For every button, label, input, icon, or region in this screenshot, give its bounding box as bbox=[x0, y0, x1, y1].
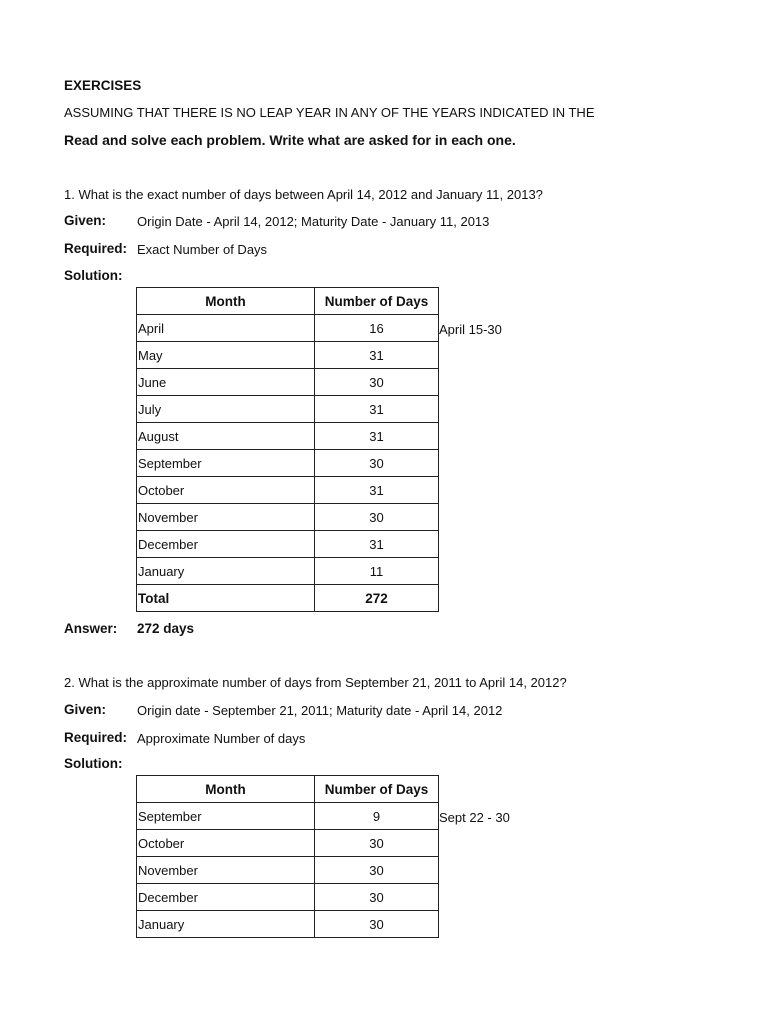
assumption-text: ASSUMING THAT THERE IS NO LEAP YEAR IN ANY OF THE YEARS INDICATED IN THE bbox=[64, 105, 595, 120]
problem1-answer-value: 272 days bbox=[137, 621, 195, 636]
table-row bbox=[137, 884, 439, 911]
month-column-header: Month bbox=[137, 288, 315, 315]
month-cell: July bbox=[137, 396, 315, 423]
month-cell: January bbox=[137, 911, 315, 938]
month-cell: December bbox=[137, 531, 315, 558]
table-row bbox=[137, 450, 439, 477]
problem2-given-label: Given: bbox=[64, 702, 107, 717]
total-label-cell: Total bbox=[137, 585, 315, 612]
table-header-row bbox=[137, 288, 439, 315]
total-value-cell: 272 bbox=[315, 585, 439, 612]
days-cell: 9 bbox=[315, 803, 439, 830]
days-cell: 31 bbox=[315, 423, 439, 450]
days-cell: 30 bbox=[315, 450, 439, 477]
problem1-required-label: Required: bbox=[64, 241, 128, 256]
table-row bbox=[137, 830, 439, 857]
month-cell: January bbox=[137, 558, 315, 585]
month-cell: April bbox=[137, 315, 315, 342]
instruction-text: Read and solve each problem. Write what are asked for in each one. bbox=[64, 132, 516, 148]
table-row bbox=[137, 558, 439, 585]
month-cell: May bbox=[137, 342, 315, 369]
days-cell: 30 bbox=[315, 857, 439, 884]
table-row bbox=[137, 477, 439, 504]
month-cell: December bbox=[137, 884, 315, 911]
month-cell: November bbox=[137, 504, 315, 531]
problem2-question: 2. What is the approximate number of days from September 21, 2011 to April 14, 2012? bbox=[64, 675, 567, 690]
problem1-solution-label: Solution: bbox=[64, 268, 123, 283]
month-cell: June bbox=[137, 369, 315, 396]
table-row bbox=[137, 911, 439, 938]
table-total-row bbox=[137, 585, 439, 612]
problem1-given-label: Given: bbox=[64, 213, 107, 228]
table-row bbox=[137, 342, 439, 369]
days-column-header: Number of Days bbox=[315, 288, 439, 315]
problem2-given-value: Origin date - September 21, 2011; Maturity date - April 14, 2012 bbox=[137, 703, 503, 718]
month-cell: October bbox=[137, 830, 315, 857]
table-row bbox=[137, 803, 439, 830]
table-row bbox=[137, 857, 439, 884]
problem2-required-value: Approximate Number of days bbox=[137, 731, 306, 746]
days-cell: 30 bbox=[315, 369, 439, 396]
problem1-given-value: Origin Date - April 14, 2012; Maturity Date - January 11, 2013 bbox=[137, 214, 490, 229]
problem1-question: 1. What is the exact number of days between April 14, 2012 and January 11, 2013? bbox=[64, 187, 543, 202]
problem2-solution-label: Solution: bbox=[64, 756, 123, 771]
problem1-answer-label: Answer: bbox=[64, 621, 118, 636]
days-column-header: Number of Days bbox=[315, 776, 439, 803]
days-cell: 31 bbox=[315, 531, 439, 558]
problem1-side-note: April 15-30 bbox=[439, 322, 502, 337]
month-cell: November bbox=[137, 857, 315, 884]
exercises-heading: EXERCISES bbox=[64, 78, 142, 93]
days-cell: 30 bbox=[315, 911, 439, 938]
days-cell: 30 bbox=[315, 884, 439, 911]
table-row bbox=[137, 396, 439, 423]
days-cell: 31 bbox=[315, 342, 439, 369]
month-column-header: Month bbox=[137, 776, 315, 803]
table-header-row bbox=[137, 776, 439, 803]
days-cell: 31 bbox=[315, 396, 439, 423]
table-row bbox=[137, 315, 439, 342]
month-cell: October bbox=[137, 477, 315, 504]
table-row bbox=[137, 423, 439, 450]
problem1-days-table bbox=[136, 287, 439, 612]
month-cell: September bbox=[137, 803, 315, 830]
table-row bbox=[137, 369, 439, 396]
problem2-required-label: Required: bbox=[64, 730, 128, 745]
days-cell: 11 bbox=[315, 558, 439, 585]
days-cell: 16 bbox=[315, 315, 439, 342]
table-row bbox=[137, 531, 439, 558]
table-row bbox=[137, 504, 439, 531]
days-cell: 31 bbox=[315, 477, 439, 504]
days-cell: 30 bbox=[315, 830, 439, 857]
problem2-days-table bbox=[136, 775, 439, 938]
problem2-side-note: Sept 22 - 30 bbox=[439, 810, 510, 825]
problem1-required-value: Exact Number of Days bbox=[137, 242, 268, 257]
month-cell: September bbox=[137, 450, 315, 477]
month-cell: August bbox=[137, 423, 315, 450]
days-cell: 30 bbox=[315, 504, 439, 531]
